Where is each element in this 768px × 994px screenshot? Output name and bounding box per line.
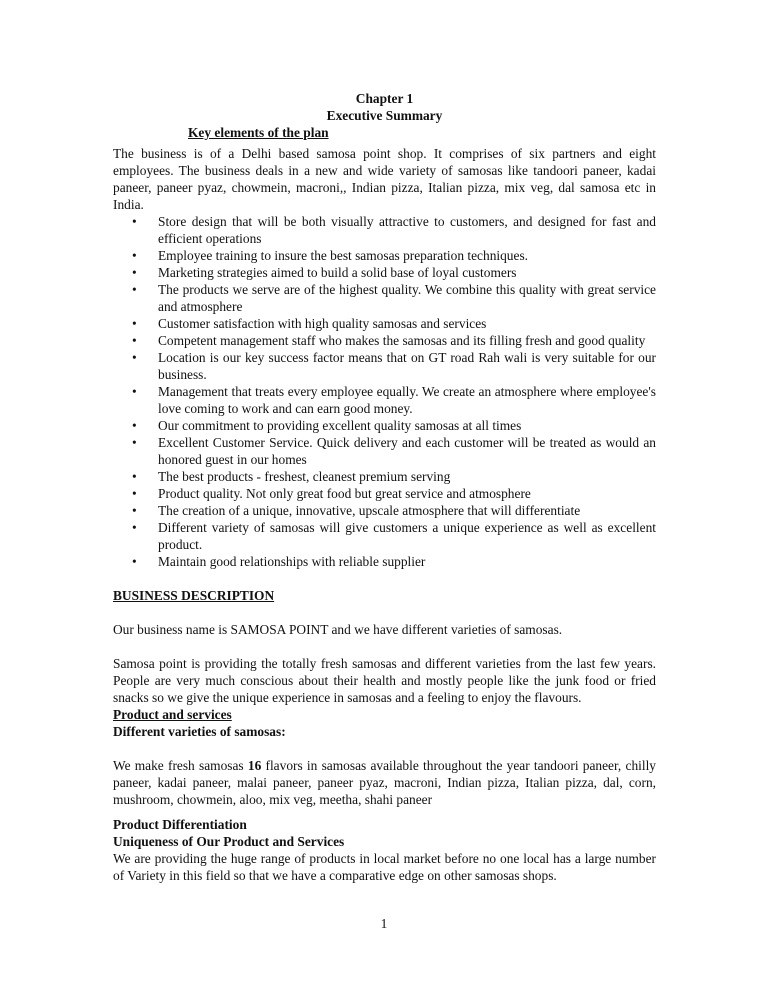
business-description-heading: BUSINESS DESCRIPTION	[113, 588, 275, 603]
page-number: 1	[380, 916, 388, 931]
document-page	[113, 90, 656, 884]
list-item: • Management that treats every employee equally. We create an atmosphere where employee's love coming to work and can earn good money.	[113, 383, 656, 417]
business-description-paragraph: Samosa point is providing the totally fresh samosas and different varieties from the last few years. People are very much conscious about their health and mostly people like the junk food or fried snacks so we give the unique experience in samosas and a feeling to enjoy the flavours.	[113, 656, 656, 705]
list-item: • The products we serve are of the highest quality. We combine this quality with great service and atmosphere	[113, 281, 656, 315]
differentiation-heading: Product Differentiation	[113, 817, 247, 832]
list-item: • Our commitment to providing excellent quality samosas at all times	[113, 417, 656, 434]
list-item: • Location is our key success factor means that on GT road Rah wali is very suitable for our business.	[113, 349, 656, 383]
key-elements-heading: Key elements of the plan	[188, 125, 329, 140]
list-item: • The creation of a unique, innovative, upscale atmosphere that will differentiate	[113, 502, 656, 519]
varieties-subheading: Different varieties of samosas:	[113, 724, 286, 739]
list-item: • The best products - freshest, cleanest premium serving	[113, 468, 656, 485]
list-item: • Employee training to insure the best samosas preparation techniques.	[113, 247, 656, 264]
page-title: Executive Summary	[326, 108, 443, 123]
list-item: • Competent management staff who makes the samosas and its filling fresh and good quality	[113, 332, 656, 349]
list-item: • Customer satisfaction with high quality samosas and services	[113, 315, 656, 332]
key-elements-list	[113, 213, 656, 570]
list-item: • Different variety of samosas will give customers a unique experience as well as excellent product.	[113, 519, 656, 553]
list-item: • Store design that will be both visually attractive to customers, and designed for fast and efficient operations	[113, 213, 656, 247]
uniqueness-subheading: Uniqueness of Our Product and Services	[113, 834, 345, 849]
products-heading: Product and services	[113, 707, 232, 722]
flavor-count: 16	[247, 758, 262, 773]
varieties-text-rest: flavors in samosas available throughout the year tandoori paneer, chilly paneer, kadai paneer, malai paneer, paneer pyaz, macroni, Indian pizza, Italian pizza, dal, corn, mushroom, chowmein, aloo, mix veg, meetha, shahi paneer	[113, 758, 657, 807]
list-item: • Product quality. Not only great food but great service and atmosphere	[113, 485, 656, 502]
business-name-paragraph: Our business name is SAMOSA POINT and we have different varieties of samosas.	[113, 622, 563, 637]
intro-paragraph: The business is of a Delhi based samosa point shop. It comprises of six partners and eight employees. The business deals in a new and wide variety of samosas like tandoori paneer, kadai paneer, paneer pyaz, chowmein, macroni,, Indian pizza, Italian pizza, mix veg, dal samosa etc in India.	[113, 146, 656, 212]
list-item: • Maintain good relationships with reliable supplier	[113, 553, 656, 570]
list-item: • Excellent Customer Service. Quick delivery and each customer will be treated as would an honored guest in our homes	[113, 434, 656, 468]
varieties-paragraph	[113, 757, 656, 808]
varieties-text-start: We make fresh samosas	[113, 758, 248, 773]
list-item: • Marketing strategies aimed to build a solid base of loyal customers	[113, 264, 656, 281]
differentiation-paragraph: We are providing the huge range of products in local market before no one local has a large number of Variety in this field so that we have a comparative edge on other samosas shops.	[113, 851, 656, 883]
chapter-label: Chapter 1	[355, 91, 414, 106]
